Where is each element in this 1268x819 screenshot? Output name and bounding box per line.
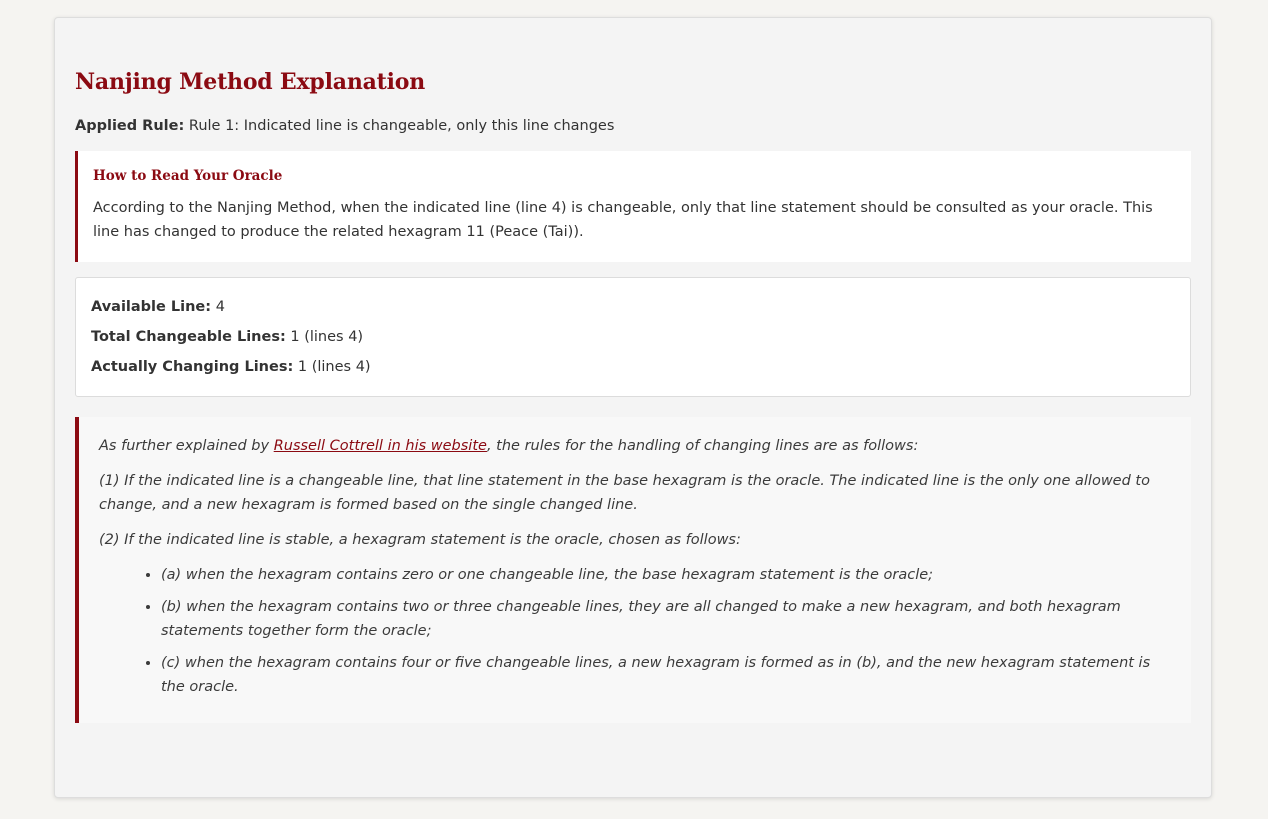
applied-rule-value: Rule 1: Indicated line is changeable, only this line changes [188,118,615,134]
available-line-value: 4 [215,299,225,315]
rule-1: (1) If the indicated line is a changeable line, that line statement in the base hexagram is the oracle. The indicated line is the only one allowed to change, and a new hexagram is formed based on the single changed line. [99,473,1150,513]
explanation-intro [99,434,1171,458]
rule-2: (2) If the indicated line is stable, a hexagram statement is the oracle, chosen as follows: [99,532,741,548]
intro-before-link: As further explained by [99,438,274,454]
how-to-read-box [75,151,1191,262]
explanation-card [54,17,1212,798]
actually-changing-label: Actually Changing Lines: [91,359,294,375]
how-to-read-text: According to the Nanjing Method, when the indicated line (line 4) is changeable, only that line statement should be consulted as your oracle. This line has changed to produce the related hexagram 11 (Peace (Tai)). [93,200,1153,240]
intro-after-link: , the rules for the handling of changing lines are as follows: [486,438,919,454]
applied-rule [75,116,1191,136]
list-item: • (a) when the hexagram contains zero or one changeable line, the base hexagram statement is the oracle; [161,563,1171,587]
line-stats-box [75,277,1191,397]
total-changeable-row [91,322,1175,352]
actually-changing-value: 1 (lines 4) [297,359,371,375]
page-title: Nanjing Method Explanation [75,69,426,95]
available-line-row [91,292,1175,322]
list-item: • (c) when the hexagram contains four or five changeable lines, a new hexagram is formed as in (b), and the new hexagram statement is the oracle. [161,651,1171,699]
total-changeable-value: 1 (lines 4) [290,329,364,345]
applied-rule-label: Applied Rule: [75,118,185,134]
sub-rules-list [99,563,1171,699]
actually-changing-row [91,352,1175,382]
russell-cottrell-link[interactable]: Russell Cottrell in his website [273,438,487,454]
rules-explanation [75,417,1191,723]
how-to-read-title: How to Read Your Oracle [93,168,283,184]
total-changeable-label: Total Changeable Lines: [91,329,286,345]
list-item: • (b) when the hexagram contains two or three changeable lines, they are all changed to make a new hexagram, and both hexagram statements together form the oracle; [161,595,1171,643]
available-line-label: Available Line: [91,299,212,315]
